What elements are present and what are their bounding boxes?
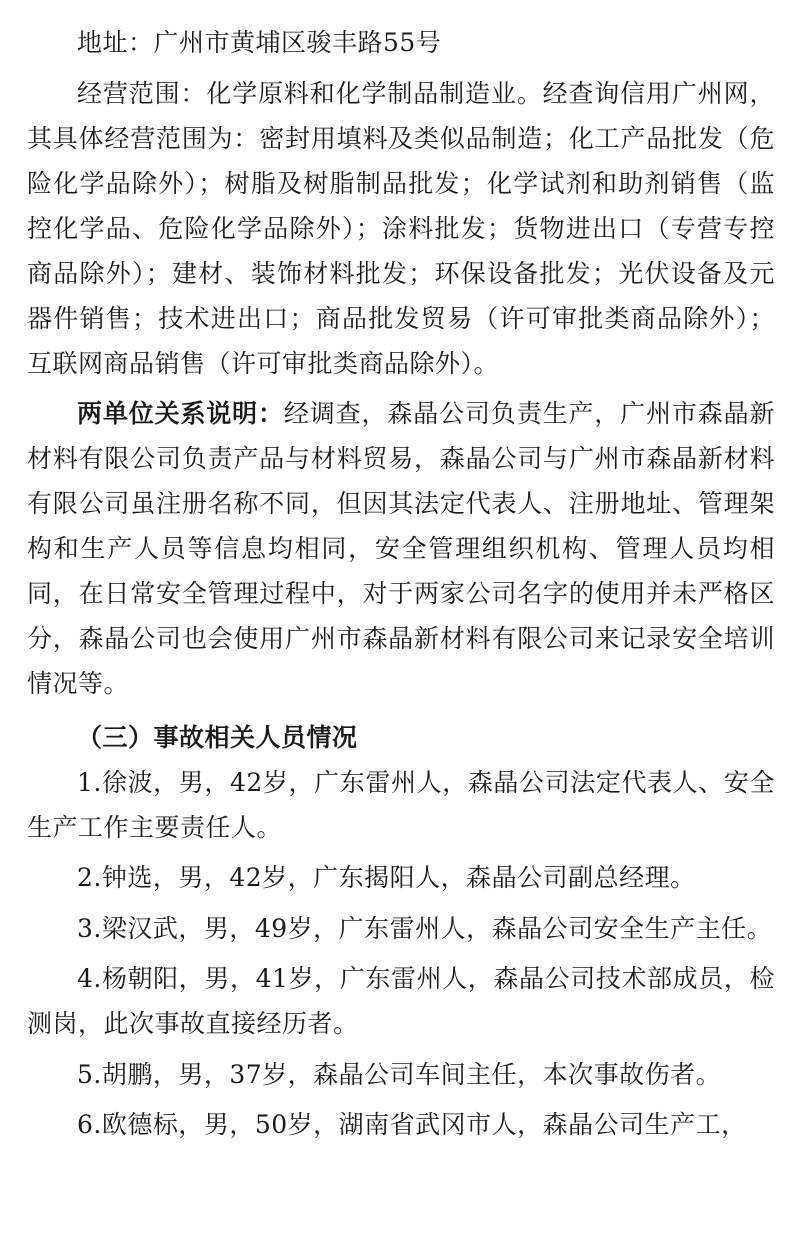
person-4: 4.杨朝阳，男，41岁，广东雷州人，森晶公司技术部成员，检测岗，此次事故直接经历者。 (27, 964, 775, 1038)
relation-text: 经调查，森晶公司负责生产，广州市森晶新材料有限公司负责产品与材料贸易，森晶公司与广州市森晶新材料有限公司虽注册名称不同，但因其法定代表人、注册地址、管理架构和生产人员等信息均相同，安全管理组织机构、管理人员均相同，在日常安全管理过程中，对于两家公司名字的使用并未严格区分，森晶公司也会使用广州市森晶新材料有限公司来记录安全培训情况等。 (27, 399, 775, 698)
person-3: 3.梁汉武，男，49岁，广东雷州人，森晶公司安全生产主任。 (77, 913, 773, 943)
company-address: 地址：广州市黄埔区骏丰路55号 (77, 28, 442, 57)
person-5: 5.胡鹏，男，37岁，森晶公司车间主任，本次事故伤者。 (77, 1059, 722, 1089)
relation-paragraph (27, 391, 775, 706)
relation-label: 两单位关系说明： (77, 399, 284, 428)
business-scope: 经营范围：化学原料和化学制品制造业。经查询信用广州网，其具体经营范围为：密封用填料及类似品制造；化工产品批发（危险化学品除外）；树脂及树脂制品批发；化学试剂和助剂销售（监控化学品、危险化学品除外）；涂料批发；货物进出口（专营专控商品除外）；建材、装饰材料批发；环保设备批发；光伏设备及元器件销售；技术进出口；商品批发贸易（许可审批类商品除外）；互联网商品销售（许可审批类商品除外）。 (27, 78, 775, 378)
person-6: 6.欧德标，男，50岁，湖南省武冈市人，森晶公司生产工， (77, 1110, 747, 1139)
person-2: 2.钟选，男，42岁，广东揭阳人，森晶公司副总经理。 (77, 863, 696, 892)
section-title (27, 712, 775, 760)
person-1: 1.徐波，男，42岁，广东雷州人，森晶公司法定代表人、安全生产工作主要责任人。 (27, 767, 775, 842)
section-title-text: （三）事故相关人员情况 (77, 722, 358, 752)
